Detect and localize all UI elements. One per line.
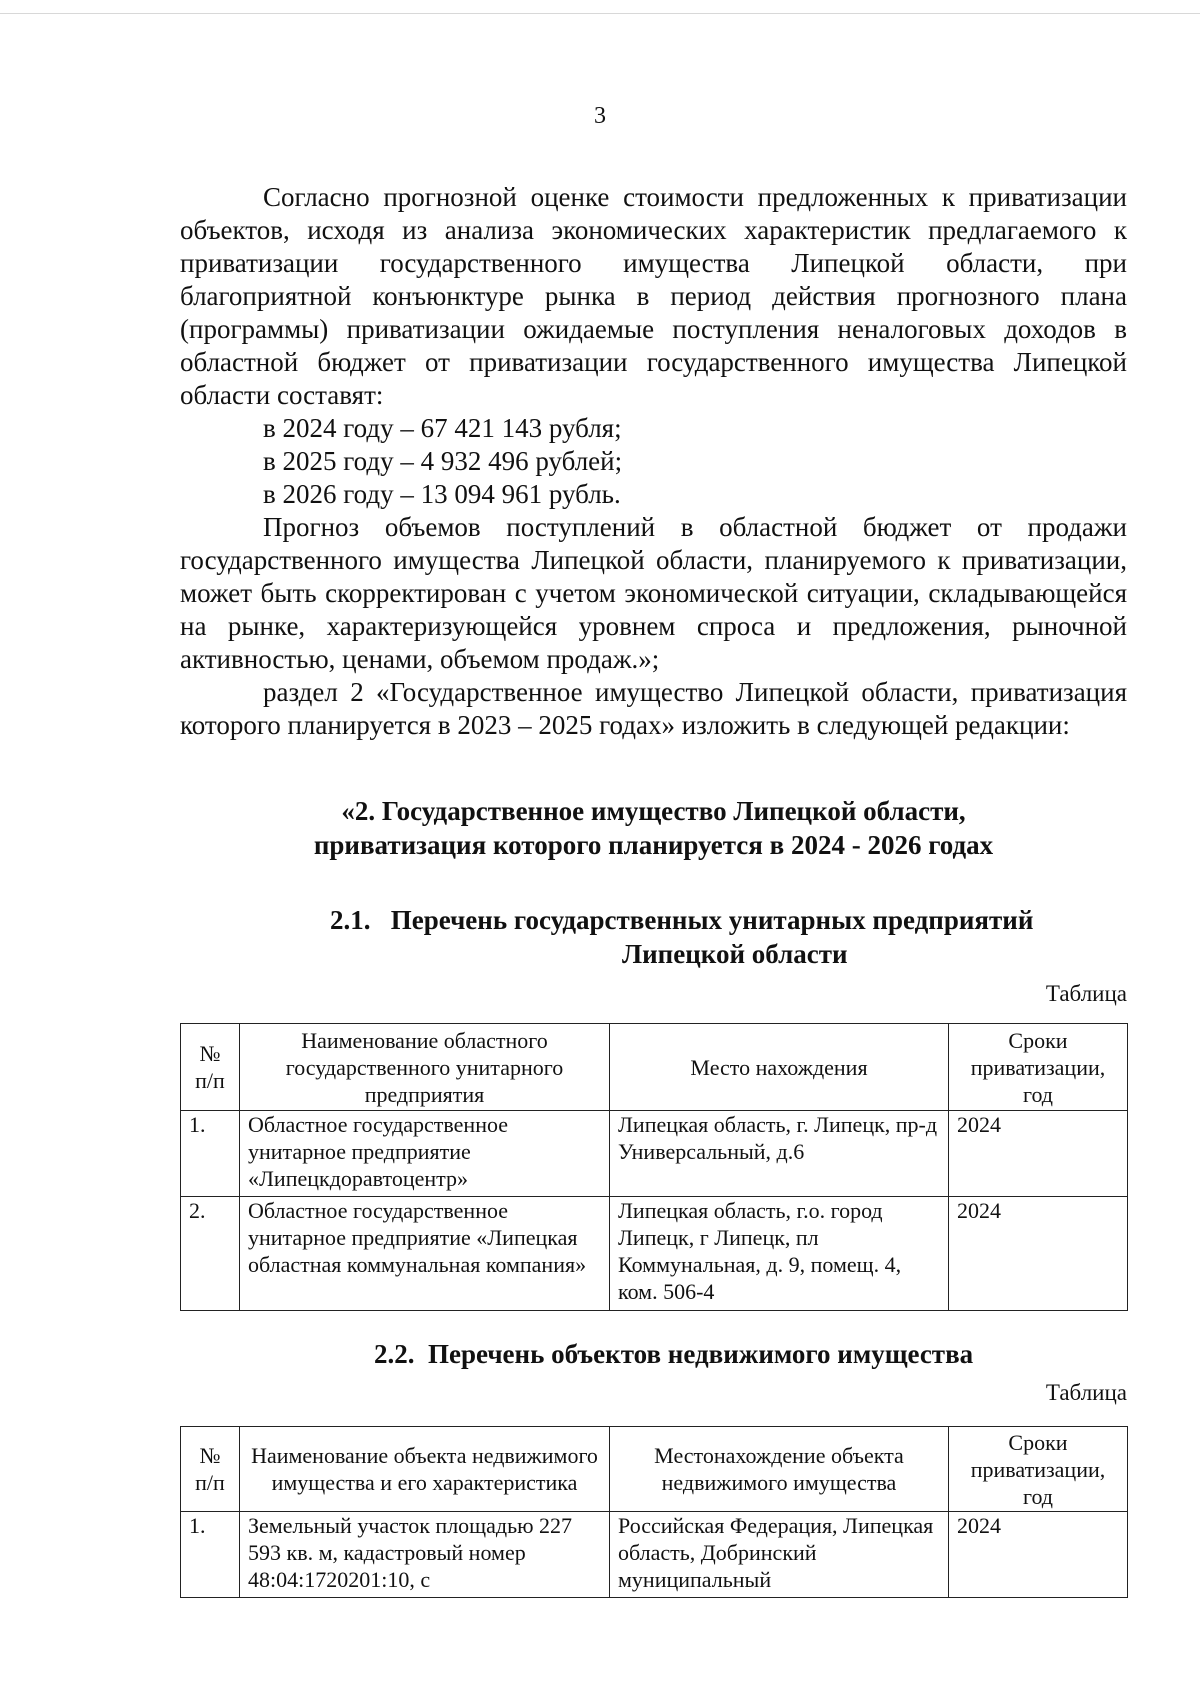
page-number: 3	[594, 103, 606, 129]
enterprise-name: Областное государственное унитарное предприятие «Липецкая областная коммунальная компания»	[240, 1197, 610, 1311]
header-object-name: Наименование объекта недвижимого имущества и его характеристика	[240, 1427, 610, 1512]
enterprise-name: Областное государственное унитарное предприятие «Липецкдоравтоцентр»	[240, 1111, 610, 1197]
privatization-year: 2024	[949, 1111, 1128, 1197]
table-row	[181, 1111, 1128, 1197]
table-row	[181, 1512, 1128, 1598]
header-object-location: Местонахождение объекта недвижимого имущества	[610, 1427, 949, 1512]
table-row	[181, 1197, 1128, 1311]
body-text	[180, 181, 1127, 742]
table-label-2-2: Таблица	[1045, 1380, 1127, 1405]
scan-edge-line	[0, 13, 1200, 14]
object-location: Российская Федерация, Липецкая область, Добринский муниципальный	[610, 1512, 949, 1598]
row-number: 1.	[181, 1111, 240, 1197]
header-number: № п/п	[181, 1024, 240, 1111]
real-estate-table	[180, 1426, 1128, 1598]
section-2-heading	[180, 794, 1127, 862]
paragraph-adjustment: Прогноз объемов поступлений в областной бюджет от продажи государственного имущества Липецкой области, планируемого к приватизации, может быть скорректирован с учетом экономической ситуации, складывающейся на рынке, характеризующейся уровнем спроса и предложения, рыночной активностью, ценами, объемом продаж.»;	[180, 512, 1127, 674]
table-label-2-1: Таблица	[1045, 981, 1127, 1006]
enterprise-location: Липецкая область, г. Липецк, пр-д Универсальный, д.6	[610, 1111, 949, 1197]
object-description: Земельный участок площадью 227 593 кв. м, кадастровый номер 48:04:1720201:10, с	[240, 1512, 610, 1598]
section-2-1-heading: 2.1. Перечень государственных унитарных предприятий	[330, 905, 1034, 935]
paragraph-amendment: раздел 2 «Государственное имущество Липецкой области, приватизация которого планируется в 2023 – 2025 годах» изложить в следующей редакции:	[180, 677, 1127, 740]
section-2-2-heading: 2.2. Перечень объектов недвижимого имущества	[374, 1339, 974, 1369]
enterprises-table	[180, 1023, 1128, 1311]
section-2-heading-line2: приватизация которого планируется в 2024 - 2026 годах	[313, 830, 994, 860]
header-number: № п/п	[181, 1427, 240, 1512]
privatization-year: 2024	[949, 1512, 1128, 1598]
table-header-row	[181, 1427, 1128, 1512]
paragraph-forecast: Согласно прогнозной оценке стоимости предложенных к приватизации объектов, исходя из анализа экономических характеристик предлагаемого к приватизации государственного имущества Липецкой области, при благоприятной конъюнктуре рынка в период действия прогнозного плана (программы) приватизации ожидаемые поступления неналоговых доходов в областной бюджет от приватизации государственного имущества Липецкой области составят:	[180, 182, 1127, 410]
section-2-1-heading-line2: Липецкой области	[622, 939, 848, 969]
privatization-year: 2024	[949, 1197, 1128, 1311]
header-privatization-year: Сроки приватизации, год	[949, 1024, 1128, 1111]
table-header-row	[181, 1024, 1128, 1111]
row-number: 1.	[181, 1512, 240, 1598]
header-location: Место нахождения	[610, 1024, 949, 1111]
row-number: 2.	[181, 1197, 240, 1311]
revenue-2025: в 2025 году – 4 932 496 рублей;	[263, 446, 623, 476]
section-2-heading-line1: «2. Государственное имущество Липецкой области,	[341, 796, 966, 826]
header-privatization-year: Сроки приватизации, год	[949, 1427, 1128, 1512]
revenue-2024: в 2024 году – 67 421 143 рубля;	[263, 413, 622, 443]
revenue-2026: в 2026 году – 13 094 961 рубль.	[263, 479, 621, 509]
enterprise-location: Липецкая область, г.о. город Липецк, г Липецк, пл Коммунальная, д. 9, помещ. 4, ком. 506-4	[610, 1197, 949, 1311]
header-enterprise-name: Наименование областного государственного унитарного предприятия	[240, 1024, 610, 1111]
